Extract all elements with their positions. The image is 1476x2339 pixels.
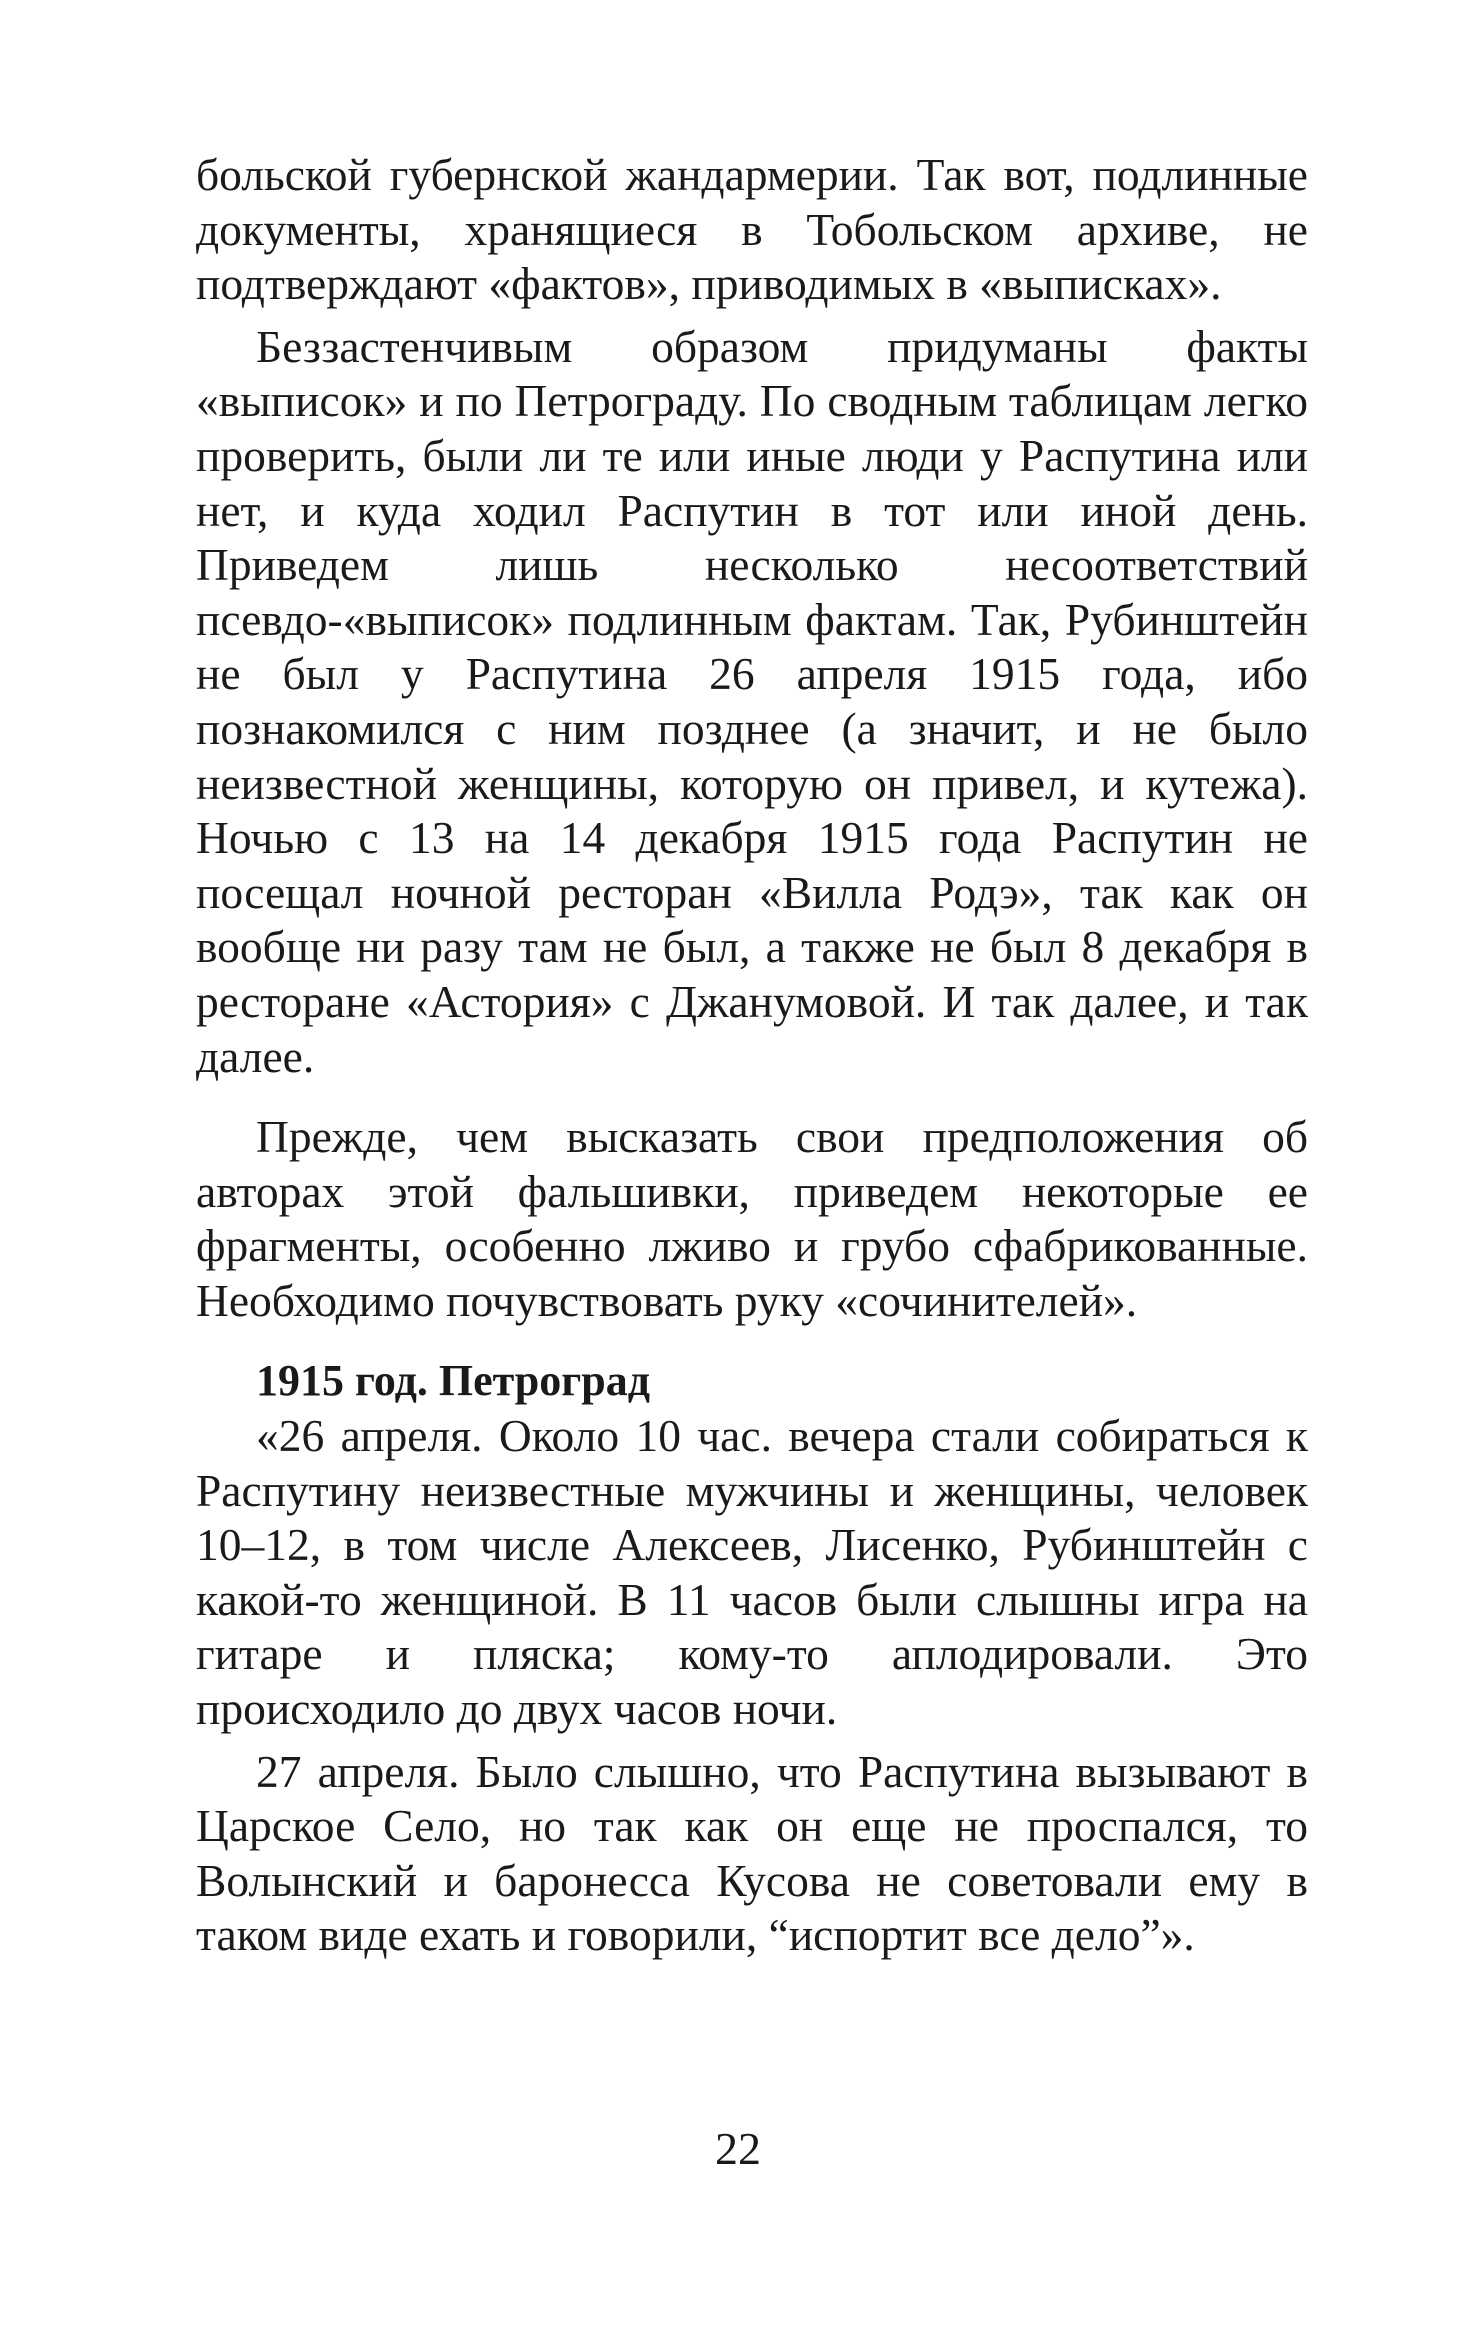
- paragraph-continuation: больской губернской жандармерии. Так вот, подлинные документы, хранящиеся в Тобольском архиве, не подтверждают «фактов», приводимых в «выписках».: [196, 149, 1308, 310]
- section-heading: 1915 год. Петроград: [256, 1356, 650, 1406]
- paragraph-petrograd-facts: Беззастенчивым образом придуманы факты «выписок» и по Петрограду. По сводным таблицам легко проверить, были ли те или иные люди у Распутина или нет, и куда ходил Распутин в тот или иной день. Приведем лишь несколько несоответствий псевдо-«выписок» подлинным фактам. Так, Рубинштейн не был у Распутина 26 апреля 1915 года, ибо познакомился с ним позднее (а значит, и не было неизвестной женщины, которую он привел, и кутежа). Ночью с 13 на 14 декабря 1915 года Распутин не посещал ночной ресторан «Вилла Родэ», так как он вообще ни разу там не был, а также не был 8 декабря в ресторане «Астория» с Джанумовой. И так далее, и так далее.: [196, 320, 1308, 1082]
- paragraph-forgery-authors: Прежде, чем высказать свои предположения об авторах этой фальшивки, приведем некоторые ее фрагменты, особенно лживо и грубо сфабрикованные. Необходимо почувствовать руку «сочинителей».: [196, 1111, 1308, 1326]
- paragraph-april-26: «26 апреля. Около 10 час. вечера стали собираться к Распутину неизвестные мужчины и женщины, человек 10–12, в том числе Алексеев, Лисенко, Рубинштейн с какой-то женщиной. В 11 часов были слышны игра на гитаре и пляска; кому-то аплодировали. Это происходило до двух часов ночи.: [196, 1410, 1308, 1735]
- page-number: 22: [715, 2123, 761, 2174]
- book-page-body: [196, 148, 1308, 1963]
- paragraph-april-27: 27 апреля. Было слышно, что Распутина вызывают в Царское Село, но так как он еще не проспался, то Волынский и баронесса Кусова не советовали ему в таком виде ехать и говорили, “испортит все дело”».: [196, 1745, 1308, 1961]
